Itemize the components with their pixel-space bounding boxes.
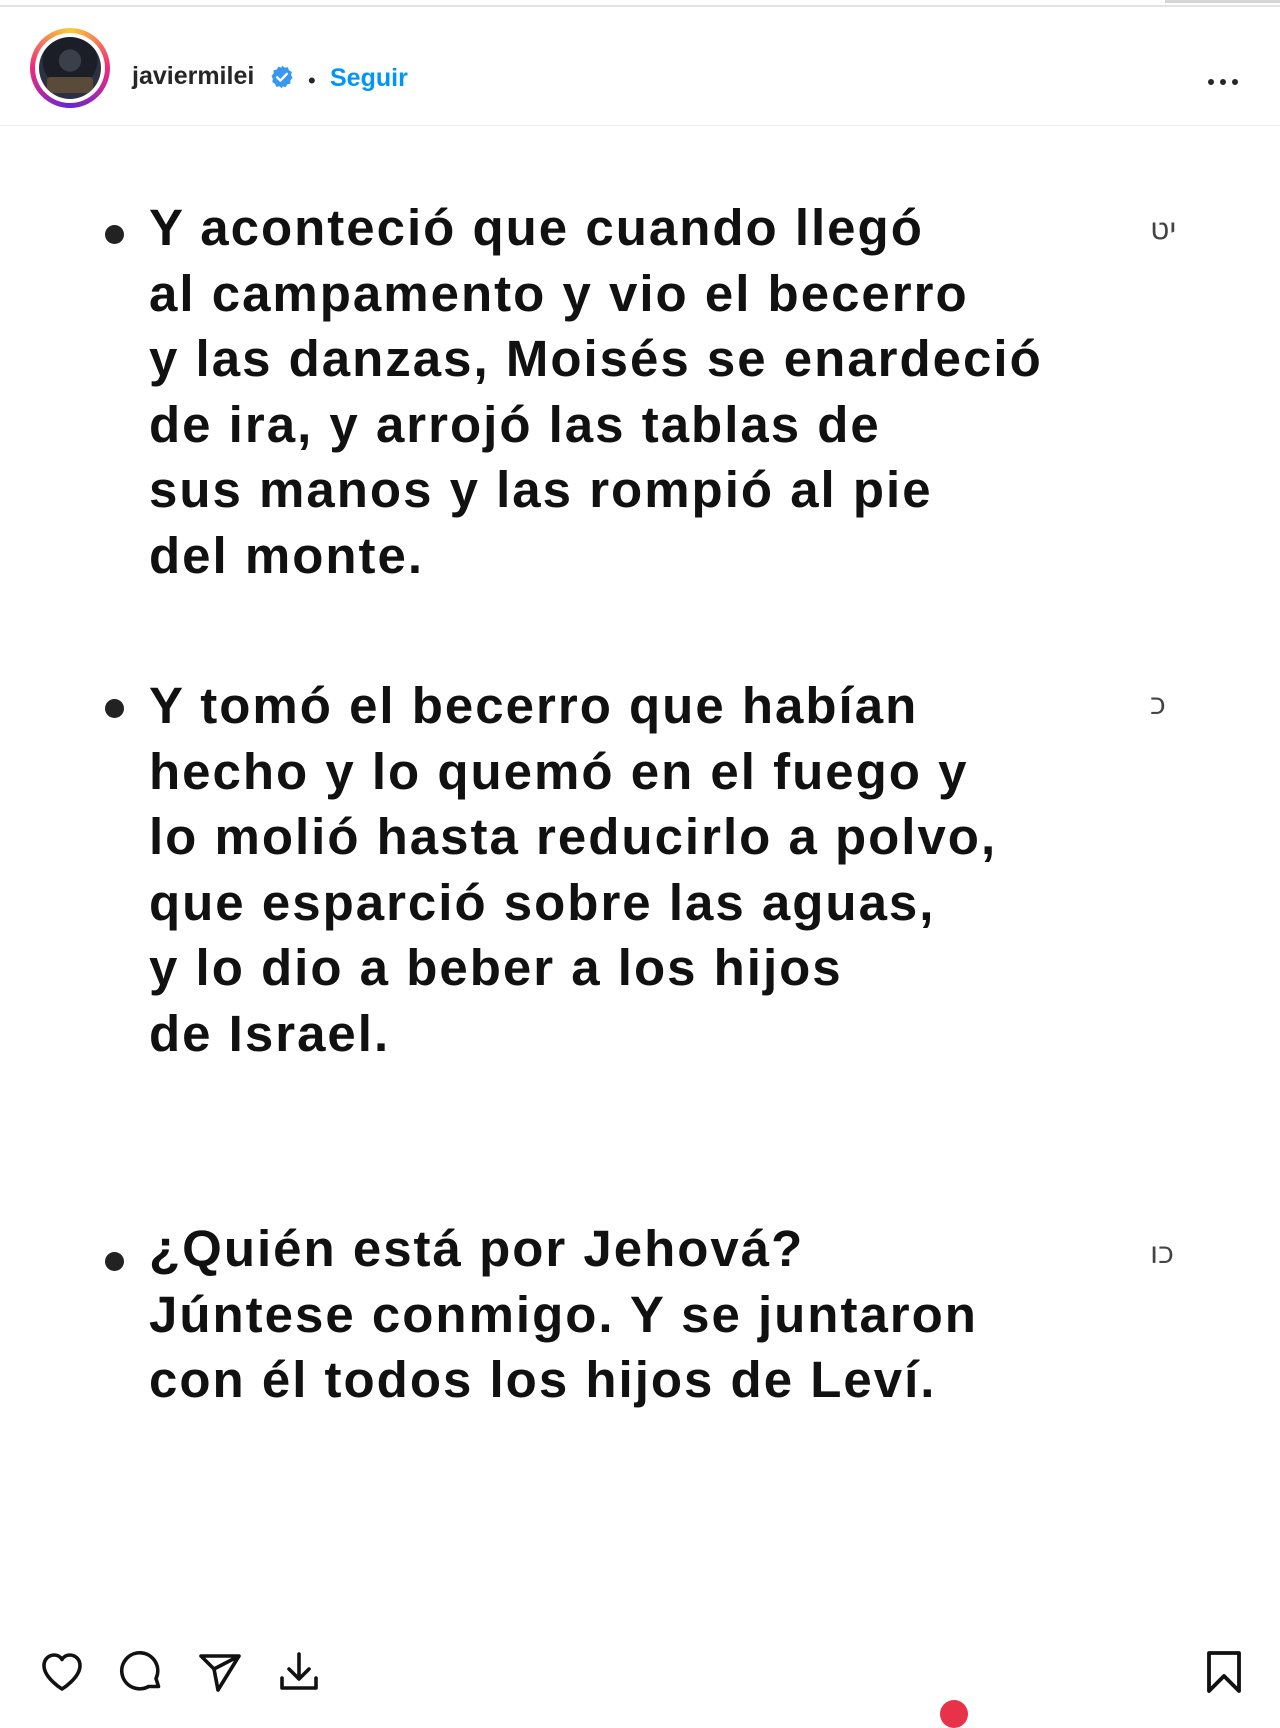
heart-icon[interactable]: [38, 1648, 86, 1696]
separator-dot: •: [308, 68, 316, 93]
comment-icon[interactable]: [117, 1648, 165, 1696]
more-options-icon[interactable]: [1205, 72, 1241, 92]
top-divider-right: [1165, 0, 1280, 3]
bullet-point: [105, 699, 124, 718]
follow-button[interactable]: Seguir: [330, 64, 408, 92]
verse-text: Y aconteció que cuando llegó al campamento y vio el becerro y las danzas, Moisés se enardeció de ira, y arrojó las tablas de sus manos y las rompió al pie del monte.: [149, 199, 1043, 584]
verse-number: יט: [1150, 212, 1177, 247]
bullet-point: [105, 1252, 124, 1271]
bullet-point: [105, 225, 124, 244]
avatar-story-ring[interactable]: [30, 28, 110, 108]
verse-text: ¿Quién está por Jehová? Júntese conmigo. Y se juntaron con él todos los hijos de Leví.: [149, 1220, 978, 1408]
top-divider: [0, 5, 1280, 7]
download-icon[interactable]: [275, 1648, 323, 1696]
avatar[interactable]: [35, 33, 105, 103]
verse-text: Y tomó el becerro que habían hecho y lo quemó en el fuego y lo molió hasta reducirlo a polvo, que esparció sobre las aguas, y lo dio a beber a los hijos de Israel.: [149, 677, 998, 1062]
action-bar: [0, 1640, 1280, 1710]
verse-number: כו: [1150, 1236, 1175, 1271]
verse-number: כ: [1150, 687, 1166, 722]
post-header: [0, 20, 1280, 126]
notification-dot: [940, 1700, 968, 1728]
bookmark-icon[interactable]: [1200, 1648, 1248, 1696]
verified-badge-icon: [269, 64, 295, 90]
send-icon[interactable]: [196, 1648, 244, 1696]
avatar-image: [39, 37, 101, 99]
username-link[interactable]: javiermilei: [132, 62, 255, 90]
